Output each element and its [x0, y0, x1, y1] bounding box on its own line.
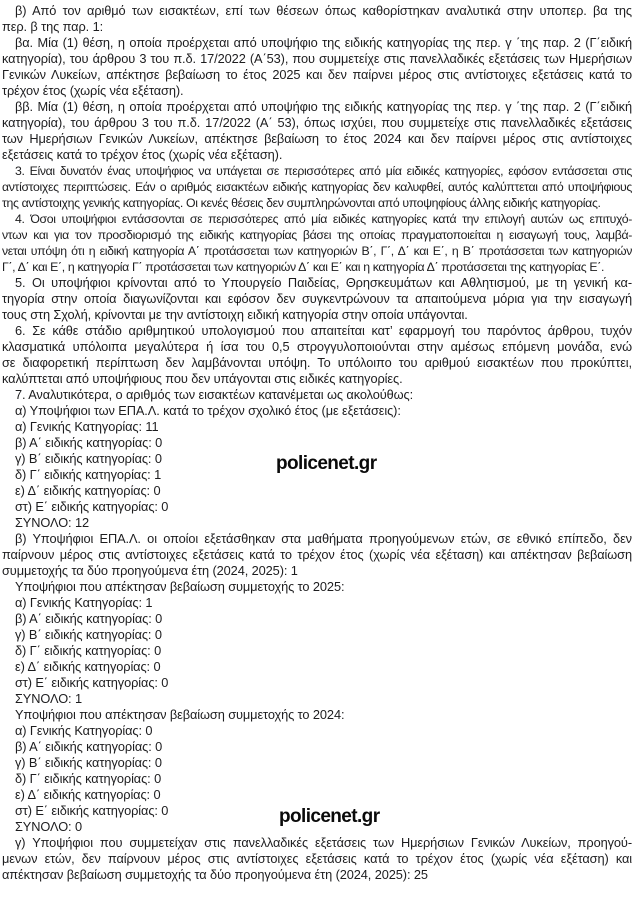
text-line: καλύπτεται από υποψήφιους που δεν υπάγονται στις ειδικές κατηγορίες. [2, 371, 403, 386]
text-line: β) Α΄ ειδικής κατηγορίας: 0 [15, 739, 163, 754]
text-line: της αντίστοιχης γενικής κατηγορίας. Οι κενές θέσεις δεν συμπληρώνονται από υποψηφίους άλλης ειδικής κατηγορίας. [2, 196, 601, 210]
text-line: μενων ετών, δεν παίρνουν μέρος στις αντίστοιχες εξετάσεις κατά το τρέχον έτος (χωρίς νέα εξέταση) και [2, 851, 632, 866]
text-line: κατηγορία), του άρθρου 3 του π.δ. 17/2022 (Α΄ 53), όπως ισχύει, που συμμετείχε στις πανελλαδικές εξετάσεις [2, 115, 632, 130]
text-line: των Ημερήσιων Γενικών Λυκείων, απέκτησε βεβαίωση το έτος 2024 και δεν παίρνει μέρος στις αντίστοιχες [2, 131, 632, 146]
text-line: β) Από τον αριθμό των εισακτέων, επί των θέσεων όπως καθορίστηκαν αναλυτικά στην υποπερ. βα της [15, 3, 632, 18]
text-line: ε) Δ΄ ειδικής κατηγορίας: 0 [15, 483, 161, 498]
text-line: β) Α΄ ειδικής κατηγορίας: 0 [15, 611, 163, 626]
text-line: τρέχον έτος (χωρίς νέα εξέταση). [2, 83, 184, 98]
text-line: περ. β της παρ. 1: [2, 19, 104, 34]
text-line: Γ΄, Δ΄ και Ε΄, η κατηγορία Γ΄ προτάσσεται των κατηγοριών Δ΄ και Ε΄ και η κατηγορία Δ΄ προτάσσεται της κατηγορίας Ε΄. [2, 260, 605, 274]
text-line: στ) Ε΄ ειδικής κατηγορίας: 0 [15, 499, 169, 514]
text-line: γ) Β΄ ειδικής κατηγορίας: 0 [15, 451, 162, 466]
text-line: α) Υποψήφιοι των ΕΠΑ.Λ. κατά το τρέχον σχολικό έτος (με εξετάσεις): [15, 403, 401, 418]
text-line: δ) Γ΄ ειδικής κατηγορίας: 0 [15, 643, 162, 658]
text-line: εξετάσεις κατά το τρέχον έτος (χωρίς νέα εξέταση). [2, 147, 283, 162]
document-text [2, 3, 632, 883]
text-line: αντίστοιχες περιπτώσεις. Εάν ο αριθμός εισακτέων ειδικής κατηγορίας δεν καλυφθεί, αυτός καλύπτεται από υποψήφιους [2, 180, 632, 194]
text-line: Γενικών Λυκείων, απέκτησε βεβαίωση το έτος 2025 και δεν παίρνει μέρος στις αντίστοιχες εξετάσεις κατά το [2, 67, 632, 82]
text-line: 6. Σε κάθε στάδιο αριθμητικού υπολογισμού που απαιτείται κατ’ εφαρμογή του παρόντος άρθρου, τυχόν [15, 323, 632, 338]
text-line: ΣΥΝΟΛΟ: 12 [15, 515, 89, 530]
text-line: τηγορία στην οποία διαγωνίζονται και εφόσον δεν συγκεντρώνουν τα απαιτούμενα μόρια για την εισαγωγή [2, 291, 632, 306]
policenet-watermark-bottom: policenet.gr [279, 806, 380, 827]
text-line: Υποψήφιοι που απέκτησαν βεβαίωση συμμετοχής το 2025: [15, 579, 345, 594]
text-line: γ) Β΄ ειδικής κατηγορίας: 0 [15, 627, 162, 642]
text-line: γ) Β΄ ειδικής κατηγορίας: 0 [15, 755, 162, 770]
text-line: παίρνουν μέρος στις αντίστοιχες εξετάσεις κατά το τρέχον έτος (χωρίς νέα εξέταση) και απέκτησαν βεβαίωση [2, 547, 632, 562]
text-line: βα. Μία (1) θέση, η οποία προέρχεται από υποψήφιο της ειδικής κατηγορίας της περ. γ ΄της παρ. 2 (Γ΄ειδική [15, 35, 632, 50]
text-line: β) Α΄ ειδικής κατηγορίας: 0 [15, 435, 163, 450]
text-line: 3. Είναι δυνατόν ένας υποψήφιος να υπάγεται σε περισσότερες από μία ειδικές κατηγορίες, εφόσον εντάσσεται στις [15, 164, 632, 178]
text-line: ββ. Μία (1) θέση, η οποία προέρχεται από υποψήφιο της ειδικής κατηγορίας της περ. γ ΄της παρ. 2 (Γ΄ειδική [15, 99, 632, 114]
text-line: κλασματικά υπόλοιπα μεγαλύτερα ή ίσα του 0,5 στρογγυλοποιούνται στην αμέσως επόμενη μονάδα, ενώ [2, 339, 632, 354]
text-line: σε διαφορετική περίπτωση δεν λαμβάνονται υπόψη. Το υπόλοιπο του αριθμού εισακτέων που προκύπτει, [2, 355, 632, 370]
policenet-watermark-top: policenet.gr [276, 453, 377, 474]
text-line: ντων και για τον προσδιορισμό της ειδικής κατηγορίας βάσει της οποίας πραγματοποιείται η εισαγωγή τους, λαμβά- [2, 228, 632, 242]
text-line: τους στη Σχολή, κρίνονται με την αντίστοιχη ειδική κατηγορία στην οποία υπάγονται. [2, 307, 468, 322]
text-line: Υποψήφιοι που απέκτησαν βεβαίωση συμμετοχής το 2024: [15, 707, 345, 722]
text-line: συμμετοχής τα δύο προηγούμενα έτη (2024, 2025): 1 [2, 563, 298, 578]
text-line: α) Γενικής Κατηγορίας: 0 [15, 723, 153, 738]
text-line: στ) Ε΄ ειδικής κατηγορίας: 0 [15, 675, 169, 690]
text-line: νεται υπόψη ότι η ειδική κατηγορία Α΄ προτάσσεται των κατηγοριών Β΄, Γ΄, Δ΄ και Ε΄, η Β΄ προτάσσεται των κατηγοριών [2, 244, 632, 258]
text-line: κατηγορία), του άρθρου 3 του π.δ. 17/2022 (Α΄53), που συμμετείχε στις πανελλαδικές εξετάσεις των Ημερήσιων [2, 51, 632, 66]
text-line: 5. Οι υποψήφιοι κρίνονται από το Υπουργείο Παιδείας, Θρησκευμάτων και Αθλητισμού, με τη γενική κα- [15, 275, 632, 290]
text-line: 7. Αναλυτικότερα, ο αριθμός των εισακτέων κατανέμεται ως ακολούθως: [15, 387, 414, 402]
text-line: 4. Όσοι υποψήφιοι εντάσσονται σε περισσότερες από μία ειδικές κατηγορίες κατά την επιλογή αυτών ως επιτυχό- [15, 212, 632, 226]
text-line: β) Υποψήφιοι ΕΠΑ.Λ. οι οποίοι εξετάσθηκαν στα μαθήματα προηγούμενων ετών, σε εθνικό επίπεδο, δεν [15, 531, 632, 546]
text-line: ε) Δ΄ ειδικής κατηγορίας: 0 [15, 787, 161, 802]
text-line: α) Γενικής Κατηγορίας: 11 [15, 419, 159, 434]
text-line: α) Γενικής Κατηγορίας: 1 [15, 595, 153, 610]
text-line: δ) Γ΄ ειδικής κατηγορίας: 1 [15, 467, 162, 482]
text-line: ΣΥΝΟΛΟ: 0 [15, 819, 82, 834]
text-line: απέκτησαν βεβαίωση συμμετοχής τα δύο προηγούμενα έτη (2024, 2025): 25 [2, 867, 428, 882]
text-line: ΣΥΝΟΛΟ: 1 [15, 691, 82, 706]
text-line: δ) Γ΄ ειδικής κατηγορίας: 0 [15, 771, 162, 786]
text-line: ε) Δ΄ ειδικής κατηγορίας: 0 [15, 659, 161, 674]
text-line: στ) Ε΄ ειδικής κατηγορίας: 0 [15, 803, 169, 818]
text-line: γ) Υποψήφιοι που συμμετείχαν στις πανελλαδικές εξετάσεις των Ημερήσιων Γενικών Λυκείων, προηγού- [15, 835, 632, 850]
